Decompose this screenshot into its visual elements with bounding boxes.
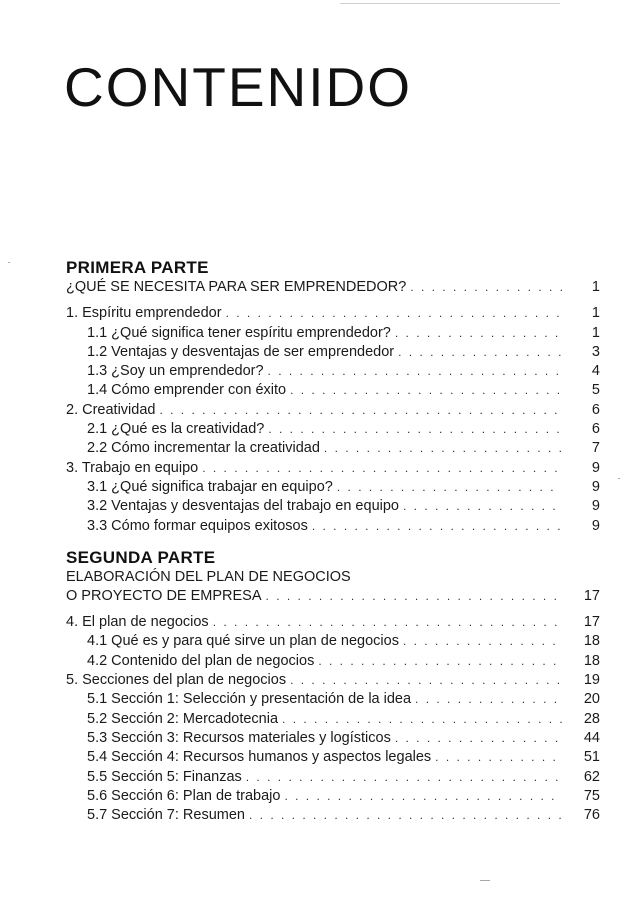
dot-leader (290, 381, 562, 400)
toc-section-entry[interactable] (66, 517, 600, 536)
toc-page-number: 18 (583, 652, 600, 669)
toc-page-number: 5 (591, 382, 600, 399)
table-of-contents (66, 258, 600, 825)
toc-page-number: 17 (583, 587, 600, 604)
toc-page-number: 1 (591, 324, 600, 341)
toc-page-number: 18 (583, 633, 600, 650)
toc-page-number: 20 (583, 691, 600, 708)
toc-page-number: 28 (583, 710, 600, 727)
toc-page-number: 1 (591, 305, 600, 322)
spacer (66, 297, 600, 304)
scan-speck (8, 262, 10, 263)
toc-section-entry[interactable] (66, 324, 600, 343)
toc-entry-label: 4.1 Qué es y para qué sirve un plan de negocios (87, 633, 399, 650)
toc-page-number: 9 (591, 478, 600, 495)
scan-artifact-line (340, 3, 560, 4)
dot-leader (312, 517, 562, 536)
part-section (66, 548, 600, 826)
scan-speck (480, 880, 490, 881)
part-section (66, 258, 600, 536)
toc-section-entry[interactable] (66, 690, 600, 709)
toc-chapter-entry[interactable] (66, 671, 600, 690)
dot-leader (403, 632, 562, 651)
toc-entry-label: 5.6 Sección 6: Plan de trabajo (87, 787, 281, 804)
part-main-entry[interactable] (66, 278, 600, 297)
part-heading: PRIMERA PARTE (66, 258, 209, 277)
toc-section-entry[interactable] (66, 652, 600, 671)
toc-section-entry[interactable] (66, 381, 600, 400)
part-subtitle: ELABORACIÓN DEL PLAN DE NEGOCIOS (66, 568, 351, 585)
toc-page-number: 7 (591, 440, 600, 457)
toc-section-entry[interactable] (66, 478, 600, 497)
dot-leader (226, 304, 562, 323)
toc-entry-label: 3. Trabajo en equipo (66, 459, 199, 476)
spacer (66, 606, 600, 613)
toc-entry-label: 1.3 ¿Soy un emprendedor? (87, 363, 264, 380)
toc-section-entry[interactable] (66, 710, 600, 729)
toc-entry-label: 4. El plan de negocios (66, 614, 209, 631)
toc-entry-label: ¿QUÉ SE NECESITA PARA SER EMPRENDEDOR? (66, 279, 407, 295)
dot-leader (249, 806, 562, 825)
toc-page-number: 51 (583, 749, 600, 766)
toc-entry-label: 1.4 Cómo emprender con éxito (87, 382, 287, 399)
toc-entry-label: 5. Secciones del plan de negocios (66, 672, 287, 689)
toc-page-number: 1 (591, 279, 600, 295)
dot-leader (410, 278, 562, 297)
toc-entry-label: 1.2 Ventajas y desventajas de ser emprendedor (87, 343, 395, 360)
toc-page-number: 6 (591, 421, 600, 438)
toc-entry-label: 1.1 ¿Qué significa tener espíritu emprendedor? (87, 324, 391, 341)
dot-leader (398, 343, 562, 362)
dot-leader (337, 478, 562, 497)
toc-entry-label: O PROYECTO DE EMPRESA (66, 587, 262, 604)
toc-chapter-entry[interactable] (66, 459, 600, 478)
dot-leader (318, 652, 562, 671)
toc-section-entry[interactable] (66, 362, 600, 381)
dot-leader (268, 362, 562, 381)
toc-section-entry[interactable] (66, 729, 600, 748)
toc-section-entry[interactable] (66, 497, 600, 516)
toc-entry-label: 2.2 Cómo incrementar la creatividad (87, 440, 320, 457)
toc-section-entry[interactable] (66, 748, 600, 767)
toc-page-number: 9 (591, 459, 600, 476)
dot-leader (213, 613, 562, 632)
part-heading: SEGUNDA PARTE (66, 547, 216, 567)
toc-section-entry[interactable] (66, 343, 600, 362)
dot-leader (268, 420, 562, 439)
toc-section-entry[interactable] (66, 787, 600, 806)
toc-entry-label: 5.5 Sección 5: Finanzas (87, 768, 242, 785)
dot-leader (395, 324, 562, 343)
toc-entry-label: 5.2 Sección 2: Mercadotecnia (87, 710, 279, 727)
dot-leader (284, 787, 562, 806)
dot-leader (435, 748, 562, 767)
dot-leader (266, 587, 562, 606)
toc-entry-label: 3.2 Ventajas y desventajas del trabajo en equipo (87, 498, 399, 515)
toc-page-number: 75 (583, 787, 600, 804)
toc-chapter-entry[interactable] (66, 613, 600, 632)
toc-page-number: 4 (591, 363, 600, 380)
toc-page-number: 6 (591, 401, 600, 418)
dot-leader (246, 768, 562, 787)
toc-chapter-entry[interactable] (66, 304, 600, 323)
toc-section-entry[interactable] (66, 632, 600, 651)
toc-entry-label: 5.1 Sección 1: Selección y presentación de la idea (87, 691, 412, 708)
toc-page-number: 9 (591, 498, 600, 515)
spacer (66, 536, 600, 548)
scan-speck (618, 478, 620, 479)
toc-chapter-entry[interactable] (66, 401, 600, 420)
toc-page-number: 62 (583, 768, 600, 785)
toc-entry-label: 4.2 Contenido del plan de negocios (87, 652, 315, 669)
toc-page-number: 44 (583, 729, 600, 746)
dot-leader (159, 401, 562, 420)
toc-page-number: 76 (583, 807, 600, 824)
toc-page-number: 17 (583, 614, 600, 631)
toc-page-number: 3 (591, 343, 600, 360)
toc-section-entry[interactable] (66, 806, 600, 825)
toc-entry-label: 2. Creatividad (66, 401, 156, 418)
toc-entry-label: 5.3 Sección 3: Recursos materiales y logísticos (87, 729, 391, 746)
toc-page-number: 19 (583, 672, 600, 689)
dot-leader (415, 690, 562, 709)
toc-entry-label: 1. Espíritu emprendedor (66, 305, 222, 322)
part-main-entry[interactable] (66, 587, 600, 606)
toc-section-entry[interactable] (66, 420, 600, 439)
toc-entry-label: 3.1 ¿Qué significa trabajar en equipo? (87, 478, 333, 495)
toc-entry-label: 2.1 ¿Qué es la creatividad? (87, 421, 265, 438)
dot-leader (395, 729, 562, 748)
toc-section-entry[interactable] (66, 439, 600, 458)
dot-leader (282, 710, 562, 729)
dot-leader (403, 497, 562, 516)
toc-page-number: 9 (591, 517, 600, 534)
dot-leader (290, 671, 562, 690)
toc-entry-label: 5.7 Sección 7: Resumen (87, 807, 245, 824)
toc-entry-label: 3.3 Cómo formar equipos exitosos (87, 517, 308, 534)
dot-leader (324, 439, 562, 458)
page-title: CONTENIDO (64, 56, 412, 118)
toc-section-entry[interactable] (66, 768, 600, 787)
toc-entry-label: 5.4 Sección 4: Recursos humanos y aspectos legales (87, 749, 432, 766)
dot-leader (202, 459, 562, 478)
